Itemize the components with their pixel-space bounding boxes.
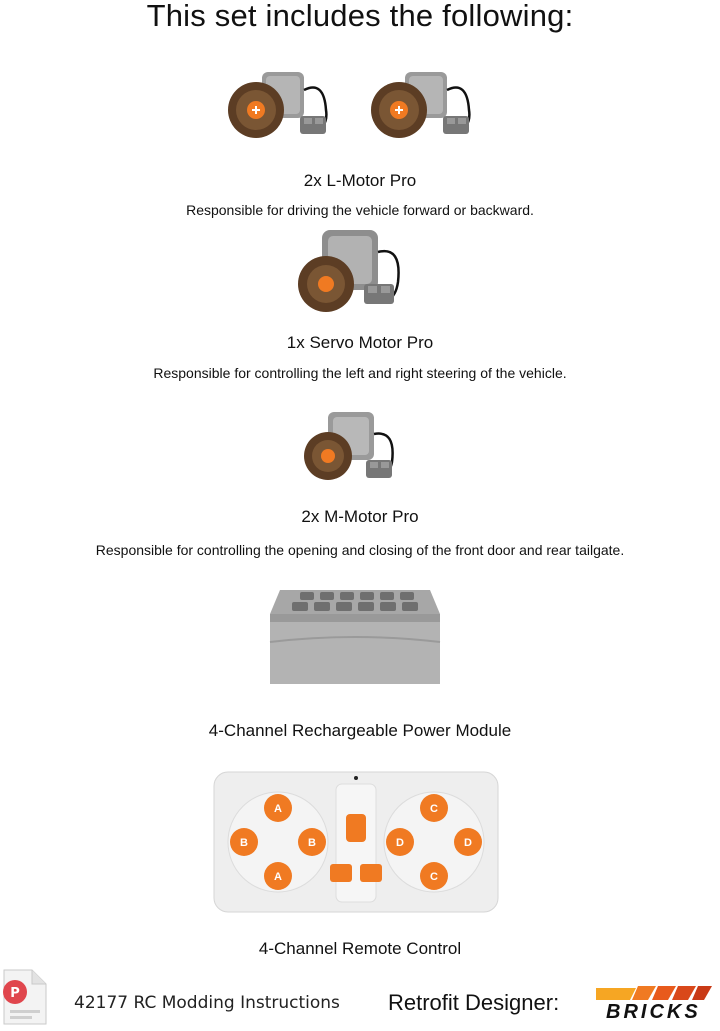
logo-text: BRICKS xyxy=(606,1001,701,1023)
servo-motor-name: 1x Servo Motor Pro xyxy=(286,333,434,352)
power-module-image xyxy=(262,582,446,694)
remote-button-right-up: C xyxy=(430,803,438,815)
remote-button-right-right: D xyxy=(464,837,472,849)
remote-control-image xyxy=(212,764,500,916)
remote-button-left-up: A xyxy=(274,803,282,815)
m-motor-name: 2x M-Motor Pro xyxy=(301,507,419,526)
l-motor-image-2 xyxy=(365,60,481,144)
pdf-file-icon xyxy=(0,968,50,1028)
footer-document-title: 42177 RC Modding Instructions xyxy=(74,993,340,1013)
remote-button-left-right: B xyxy=(308,837,316,849)
page-title: This set includes the following: xyxy=(146,0,574,33)
svg-text:P: P xyxy=(10,986,20,1001)
remote-button-left-down: A xyxy=(274,871,282,883)
l-motor-description: Responsible for driving the vehicle forward or backward. xyxy=(186,202,534,218)
l-motor-name: 2x L-Motor Pro xyxy=(303,171,417,190)
footer-designer-label: Retrofit Designer: xyxy=(388,990,560,1015)
servo-motor-description: Responsible for controlling the left and right steering of the vehicle. xyxy=(153,365,567,381)
remote-control-name: 4-Channel Remote Control xyxy=(258,939,462,958)
servo-motor-image xyxy=(292,228,422,316)
remote-button-right-left: D xyxy=(396,837,404,849)
remote-button-right-down: C xyxy=(430,871,438,883)
l-motor-image-1 xyxy=(222,60,338,144)
power-module-name: 4-Channel Rechargeable Power Module xyxy=(208,721,512,740)
m-motor-image xyxy=(298,408,410,488)
remote-button-left-left: B xyxy=(240,837,248,849)
m-motor-description: Responsible for controlling the opening and closing of the front door and rear tailgate. xyxy=(95,542,625,558)
bricks-logo xyxy=(592,984,716,1026)
